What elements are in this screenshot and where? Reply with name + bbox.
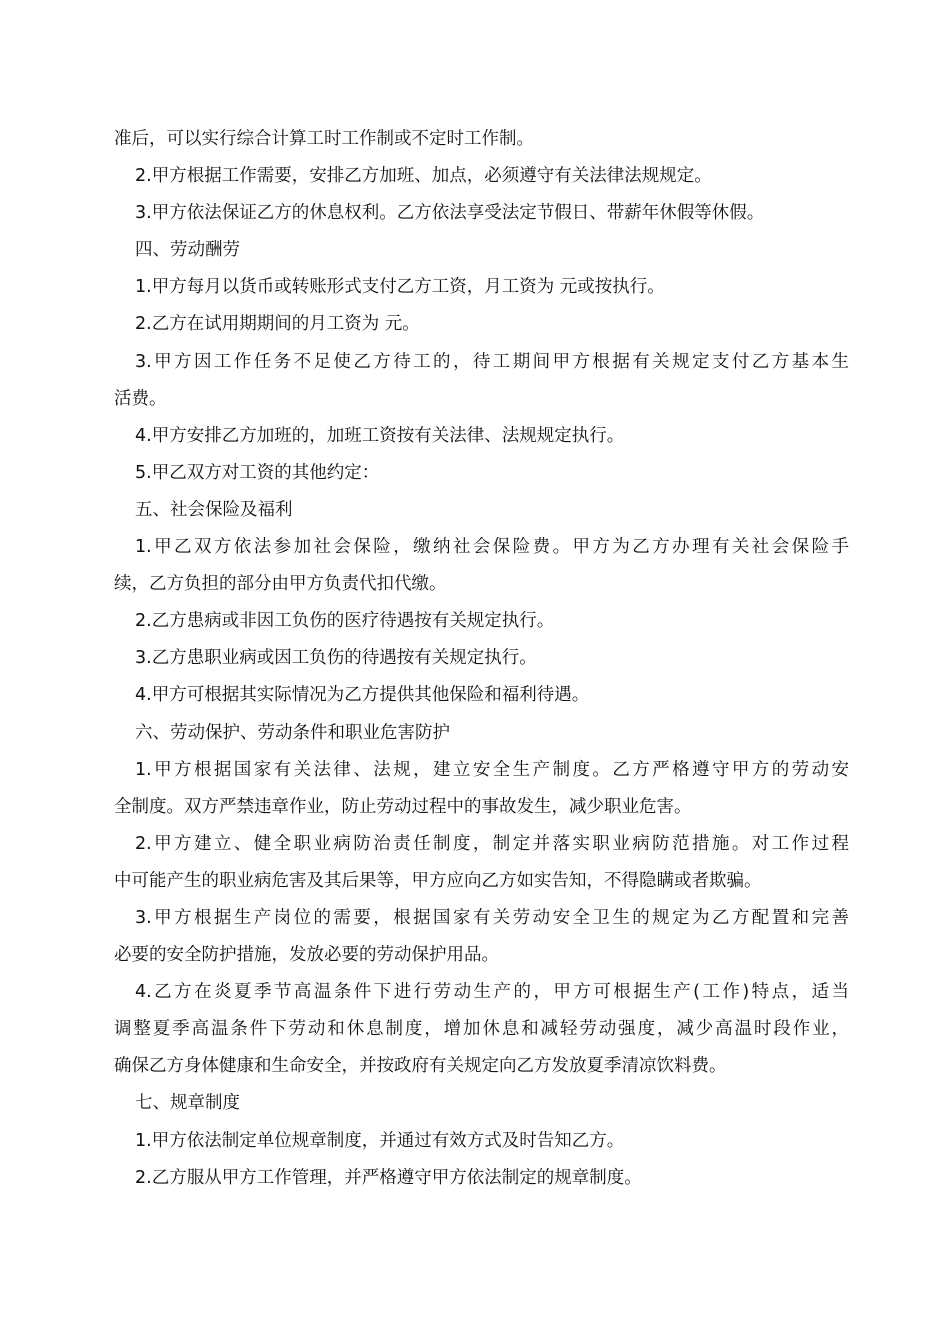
paragraph bbox=[114, 306, 849, 343]
paragraph-line: 1.甲乙双方依法参加社会保险，缴纳社会保险费。甲方为乙方办理有关社会保险手 bbox=[135, 537, 849, 558]
paragraph-line: 七、规章制度 bbox=[135, 1093, 240, 1114]
paragraph bbox=[114, 529, 849, 603]
paragraph bbox=[114, 1123, 849, 1160]
paragraph-line: 四、劳动酬劳 bbox=[135, 240, 240, 261]
paragraph bbox=[114, 826, 849, 900]
paragraph bbox=[114, 269, 849, 306]
paragraph bbox=[114, 1085, 849, 1122]
paragraph bbox=[114, 195, 849, 232]
paragraph-line: 3.甲方依法保证乙方的休息权利。乙方依法享受法定节假日、带薪年休假等休假。 bbox=[135, 203, 765, 224]
paragraph-line: 4.甲方安排乙方加班的，加班工资按有关法律、法规规定执行。 bbox=[135, 425, 625, 446]
paragraph-line: 3.甲方因工作任务不足使乙方待工的，待工期间甲方根据有关规定支付乙方基本生 bbox=[135, 351, 849, 372]
paragraph bbox=[114, 900, 849, 974]
paragraph-line: 续，乙方负担的部分由甲方负责代扣代缴。 bbox=[114, 574, 447, 595]
paragraph bbox=[114, 640, 849, 677]
paragraph bbox=[114, 158, 849, 195]
paragraph-line: 2.乙方服从甲方工作管理，并严格遵守甲方依法制定的规章制度。 bbox=[135, 1167, 642, 1188]
paragraph bbox=[114, 455, 849, 492]
paragraph-line: 调整夏季高温条件下劳动和休息制度，增加休息和减轻劳动强度，减少高温时段作业， bbox=[114, 1019, 849, 1040]
paragraph-line: 必要的安全防护措施，发放必要的劳动保护用品。 bbox=[114, 945, 499, 966]
paragraph-line: 2.乙方患病或非因工负伤的医疗待遇按有关规定执行。 bbox=[135, 611, 555, 632]
paragraph bbox=[114, 1160, 849, 1197]
paragraph-line: 全制度。双方严禁违章作业，防止劳动过程中的事故发生，减少职业危害。 bbox=[114, 796, 692, 817]
paragraph-line: 中可能产生的职业病危害及其后果等，甲方应向乙方如实告知，不得隐瞒或者欺骗。 bbox=[114, 870, 762, 891]
paragraph bbox=[114, 677, 849, 714]
paragraph-line: 2.甲方根据工作需要，安排乙方加班、加点，必须遵守有关法律法规规定。 bbox=[135, 166, 712, 187]
paragraph bbox=[114, 974, 849, 1085]
paragraph bbox=[114, 715, 849, 752]
paragraph bbox=[114, 344, 849, 418]
paragraph bbox=[114, 418, 849, 455]
document-body bbox=[114, 121, 849, 1197]
paragraph-line: 2.甲方建立、健全职业病防治责任制度，制定并落实职业病防范措施。对工作过程 bbox=[135, 833, 849, 854]
paragraph-line: 确保乙方身体健康和生命安全，并按政府有关规定向乙方发放夏季清凉饮料费。 bbox=[114, 1056, 727, 1077]
paragraph bbox=[114, 121, 849, 158]
paragraph bbox=[114, 752, 849, 826]
paragraph-line: 2.乙方在试用期期间的月工资为 元。 bbox=[135, 314, 420, 335]
paragraph-line: 活费。 bbox=[114, 388, 167, 409]
paragraph-line: 准后，可以实行综合计算工时工作制或不定时工作制。 bbox=[114, 129, 534, 149]
paragraph bbox=[114, 232, 849, 269]
paragraph-line: 六、劳动保护、劳动条件和职业危害防护 bbox=[135, 722, 450, 743]
paragraph-line: 五、社会保险及福利 bbox=[135, 499, 293, 520]
paragraph-line: 4.甲方可根据其实际情况为乙方提供其他保险和福利待遇。 bbox=[135, 685, 590, 706]
paragraph bbox=[114, 492, 849, 529]
paragraph-line: 3.乙方患职业病或因工负伤的待遇按有关规定执行。 bbox=[135, 648, 537, 669]
paragraph-line: 4.乙方在炎夏季节高温条件下进行劳动生产的，甲方可根据生产(工作)特点，适当 bbox=[135, 982, 849, 1003]
paragraph-line: 1.甲方依法制定单位规章制度，并通过有效方式及时告知乙方。 bbox=[135, 1130, 625, 1151]
paragraph-line: 1.甲方每月以货币或转账形式支付乙方工资，月工资为 元或按执行。 bbox=[135, 277, 665, 298]
paragraph bbox=[114, 603, 849, 640]
paragraph-line: 1.甲方根据国家有关法律、法规，建立安全生产制度。乙方严格遵守甲方的劳动安 bbox=[135, 759, 849, 780]
paragraph-line: 3.甲方根据生产岗位的需要，根据国家有关劳动安全卫生的规定为乙方配置和完善 bbox=[135, 907, 849, 928]
paragraph-line: 5.甲乙双方对工资的其他约定： bbox=[135, 462, 380, 483]
